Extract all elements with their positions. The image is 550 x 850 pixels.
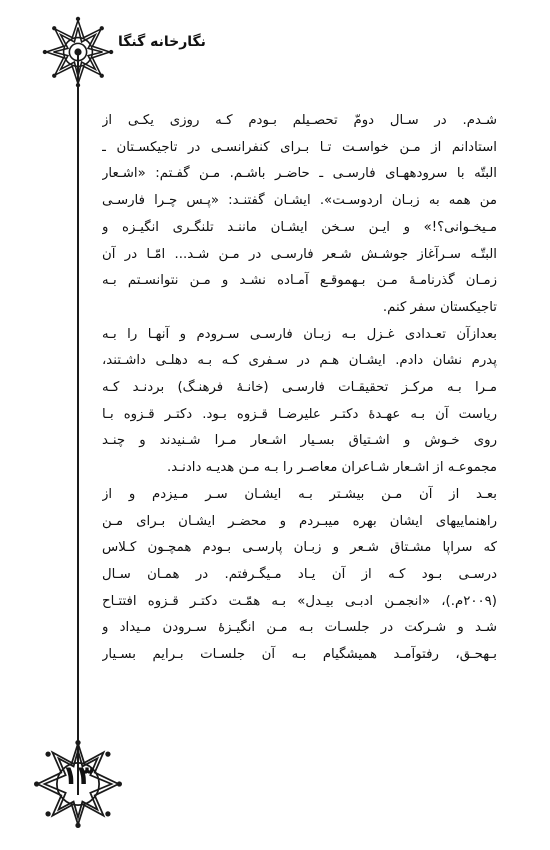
text-line: شـدم. در سـال دومّ تحصـیلم بـودم کـه روزی یکـی از [102, 113, 497, 128]
text-line: مـرا بـه مرکـز تحقیقـات فارسـی (خانـۀ فرهنـگ) بردنـد کـه [102, 380, 497, 396]
paragraph-3 [102, 482, 497, 669]
text-line: روی خـوش و اشـتیاق بسـیار اشـعار مـرا شـنیدند و چنـد [102, 433, 497, 449]
running-header-title: نگارخانه گنگا [118, 34, 206, 50]
text-line: ریاست آن بـه عهـدۀ دکتـر علیرضـا قـزوه بـود. دکتـر قـزوه بـا [102, 406, 497, 422]
page-number: ۱۳ [62, 761, 94, 791]
text-line: بعـد از آن مـن بیشـتر بـه ایشـان سـر مـیزدم و از [102, 486, 497, 502]
text-line: البتّه با سرودههـای فارسـی ـ حاضـر باشـم. مـن گفـتم: «اشـعار [102, 166, 497, 182]
text-line: البتّـه سـرآغاز جوشـش شـعر فارسـی در مـن شـد... امّـا در آن [102, 246, 497, 262]
text-line: تاجیکستان سفر کنم. [382, 299, 497, 315]
text-line: مـیخـوانی؟!» و ایـن سـخن ایشـان ماننـد تلنگـری انگیـزه و [102, 219, 497, 235]
paragraph-1 [102, 108, 497, 322]
page-body [102, 108, 497, 669]
margin-rule [77, 50, 79, 795]
text-line: استادانم از مـن خواسـت تـا بـرای کنفرانسـی در تاجیکسـتان ـ [102, 139, 497, 155]
text-line: که سراپا مشـتاق شـعر و زبـان پارسـی بـودم همچـون کـلاس [102, 540, 497, 556]
text-line: درسـی بـود کـه از آن یـاد مـیگـرفتم. در همـان سـال [102, 566, 497, 582]
paragraph-2 [102, 322, 497, 482]
text-line: شـد و شـرکت در جلسـات بـه مـن انگیـزۀ سـرودن مـیداد و [102, 620, 497, 636]
text-line: بعدازآن تعـدادی غـزل بـه زبـان فارسـی سـرودم و آنهـا را بـه [102, 326, 497, 342]
text-line: (۲۰۰۹م.)، «انجمـن ادبـی بیـدل» بـه همّـت دکتـر قـزوه افتتـاح [102, 593, 497, 609]
text-line: زمـان گذرنامـۀ مـن بـهموقـع آمـاده نشـد و مـن نتوانسـتم بـه [102, 273, 497, 289]
text-line: راهنماییهای ایشان بهره میبـردم و محضـر ایشـان بـرای مـن [102, 513, 497, 529]
text-line: بـهحـق، رفتوآمـد همیشگیام بـه آن جلسـات بـرایم بسـیار [102, 647, 497, 663]
rosette-ornament-icon [42, 16, 114, 88]
text-line: مجموعـه از اشـعار شـاعران معاصـر را بـه مـن هدیـه دادنـد. [167, 460, 497, 476]
text-line: پدرم نشان دادم. ایشـان هـم در سـفری کـه بـه دهلـی داشـتند، [102, 353, 497, 369]
text-line: من همه به زبـان اردوسـت». ایشـان گفتنـد: «پـس چـرا فارسـی [102, 193, 497, 209]
